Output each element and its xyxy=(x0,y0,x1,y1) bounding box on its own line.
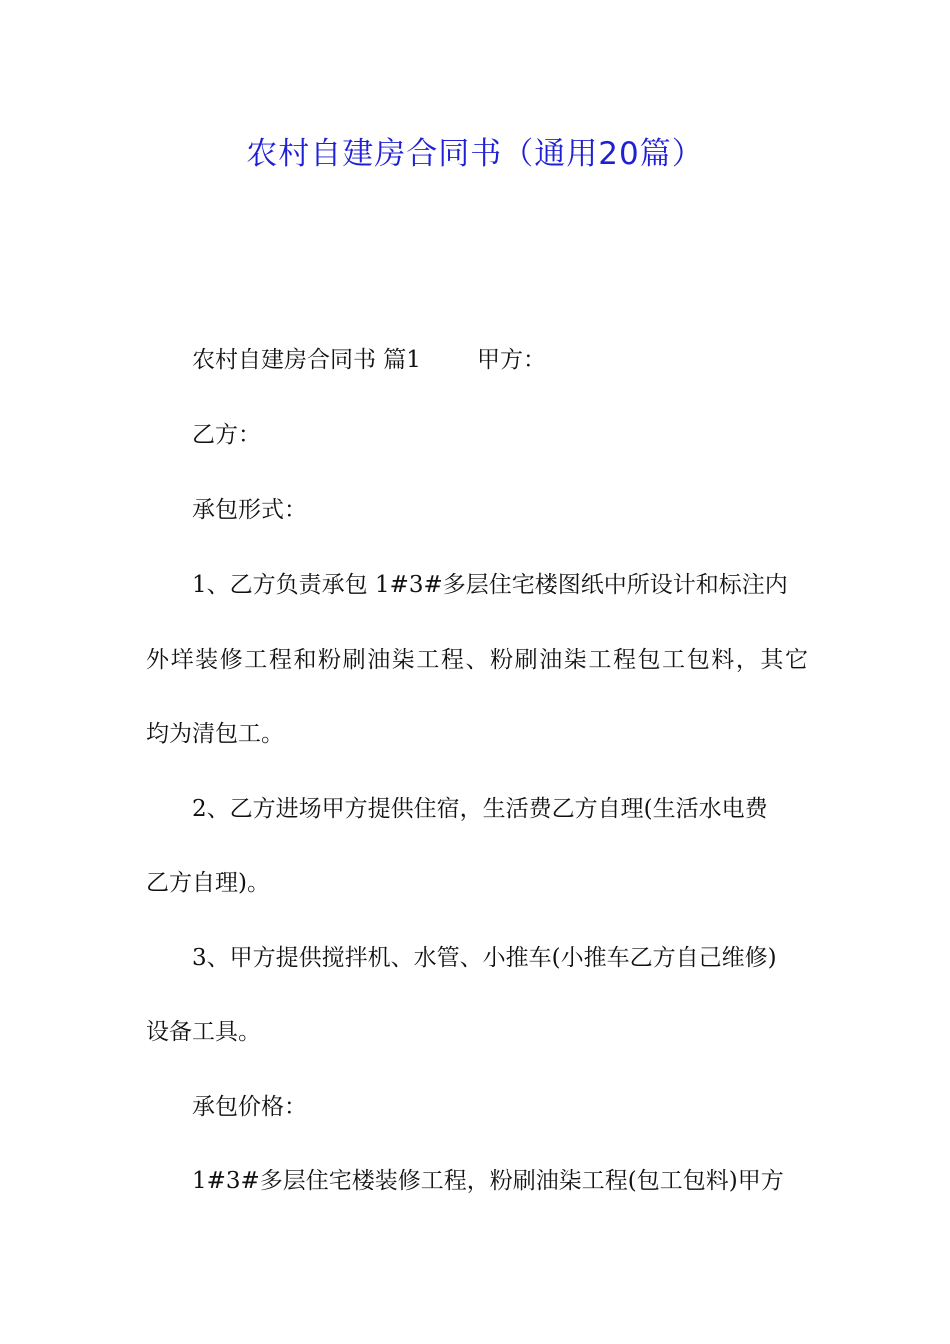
item3-line1: 3、甲方提供搅拌机、水管、小推车(小推车乙方自己维修) xyxy=(192,945,777,971)
price-line1: 1#3#多层住宅楼装修工程，粉刷油柒工程(包工包料)甲方 xyxy=(192,1168,784,1194)
contract-form-label: 承包形式： xyxy=(192,497,307,523)
section-heading-line xyxy=(192,340,546,380)
item2-line2: 乙方自理)。 xyxy=(146,870,270,896)
section-heading: 农村自建房合同书 篇1 xyxy=(192,347,421,373)
document-title: 农村自建房合同书（通用20篇） xyxy=(246,136,704,172)
item3-line2: 设备工具。 xyxy=(146,1019,261,1045)
item1-line2: 外垟装修工程和粉刷油柒工程、粉刷油柒工程包工包料，其它 xyxy=(146,647,808,673)
party-b-label: 乙方： xyxy=(192,422,261,448)
price-label: 承包价格： xyxy=(192,1094,307,1120)
item2-line1: 2、乙方进场甲方提供住宿，生活费乙方自理(生活水电费 xyxy=(192,796,768,822)
item1-line1: 1、乙方负责承包 1#3#多层住宅楼图纸中所设计和标注内 xyxy=(192,572,788,598)
party-a-label: 甲方： xyxy=(476,347,546,373)
item1-line3: 均为清包工。 xyxy=(146,721,284,747)
